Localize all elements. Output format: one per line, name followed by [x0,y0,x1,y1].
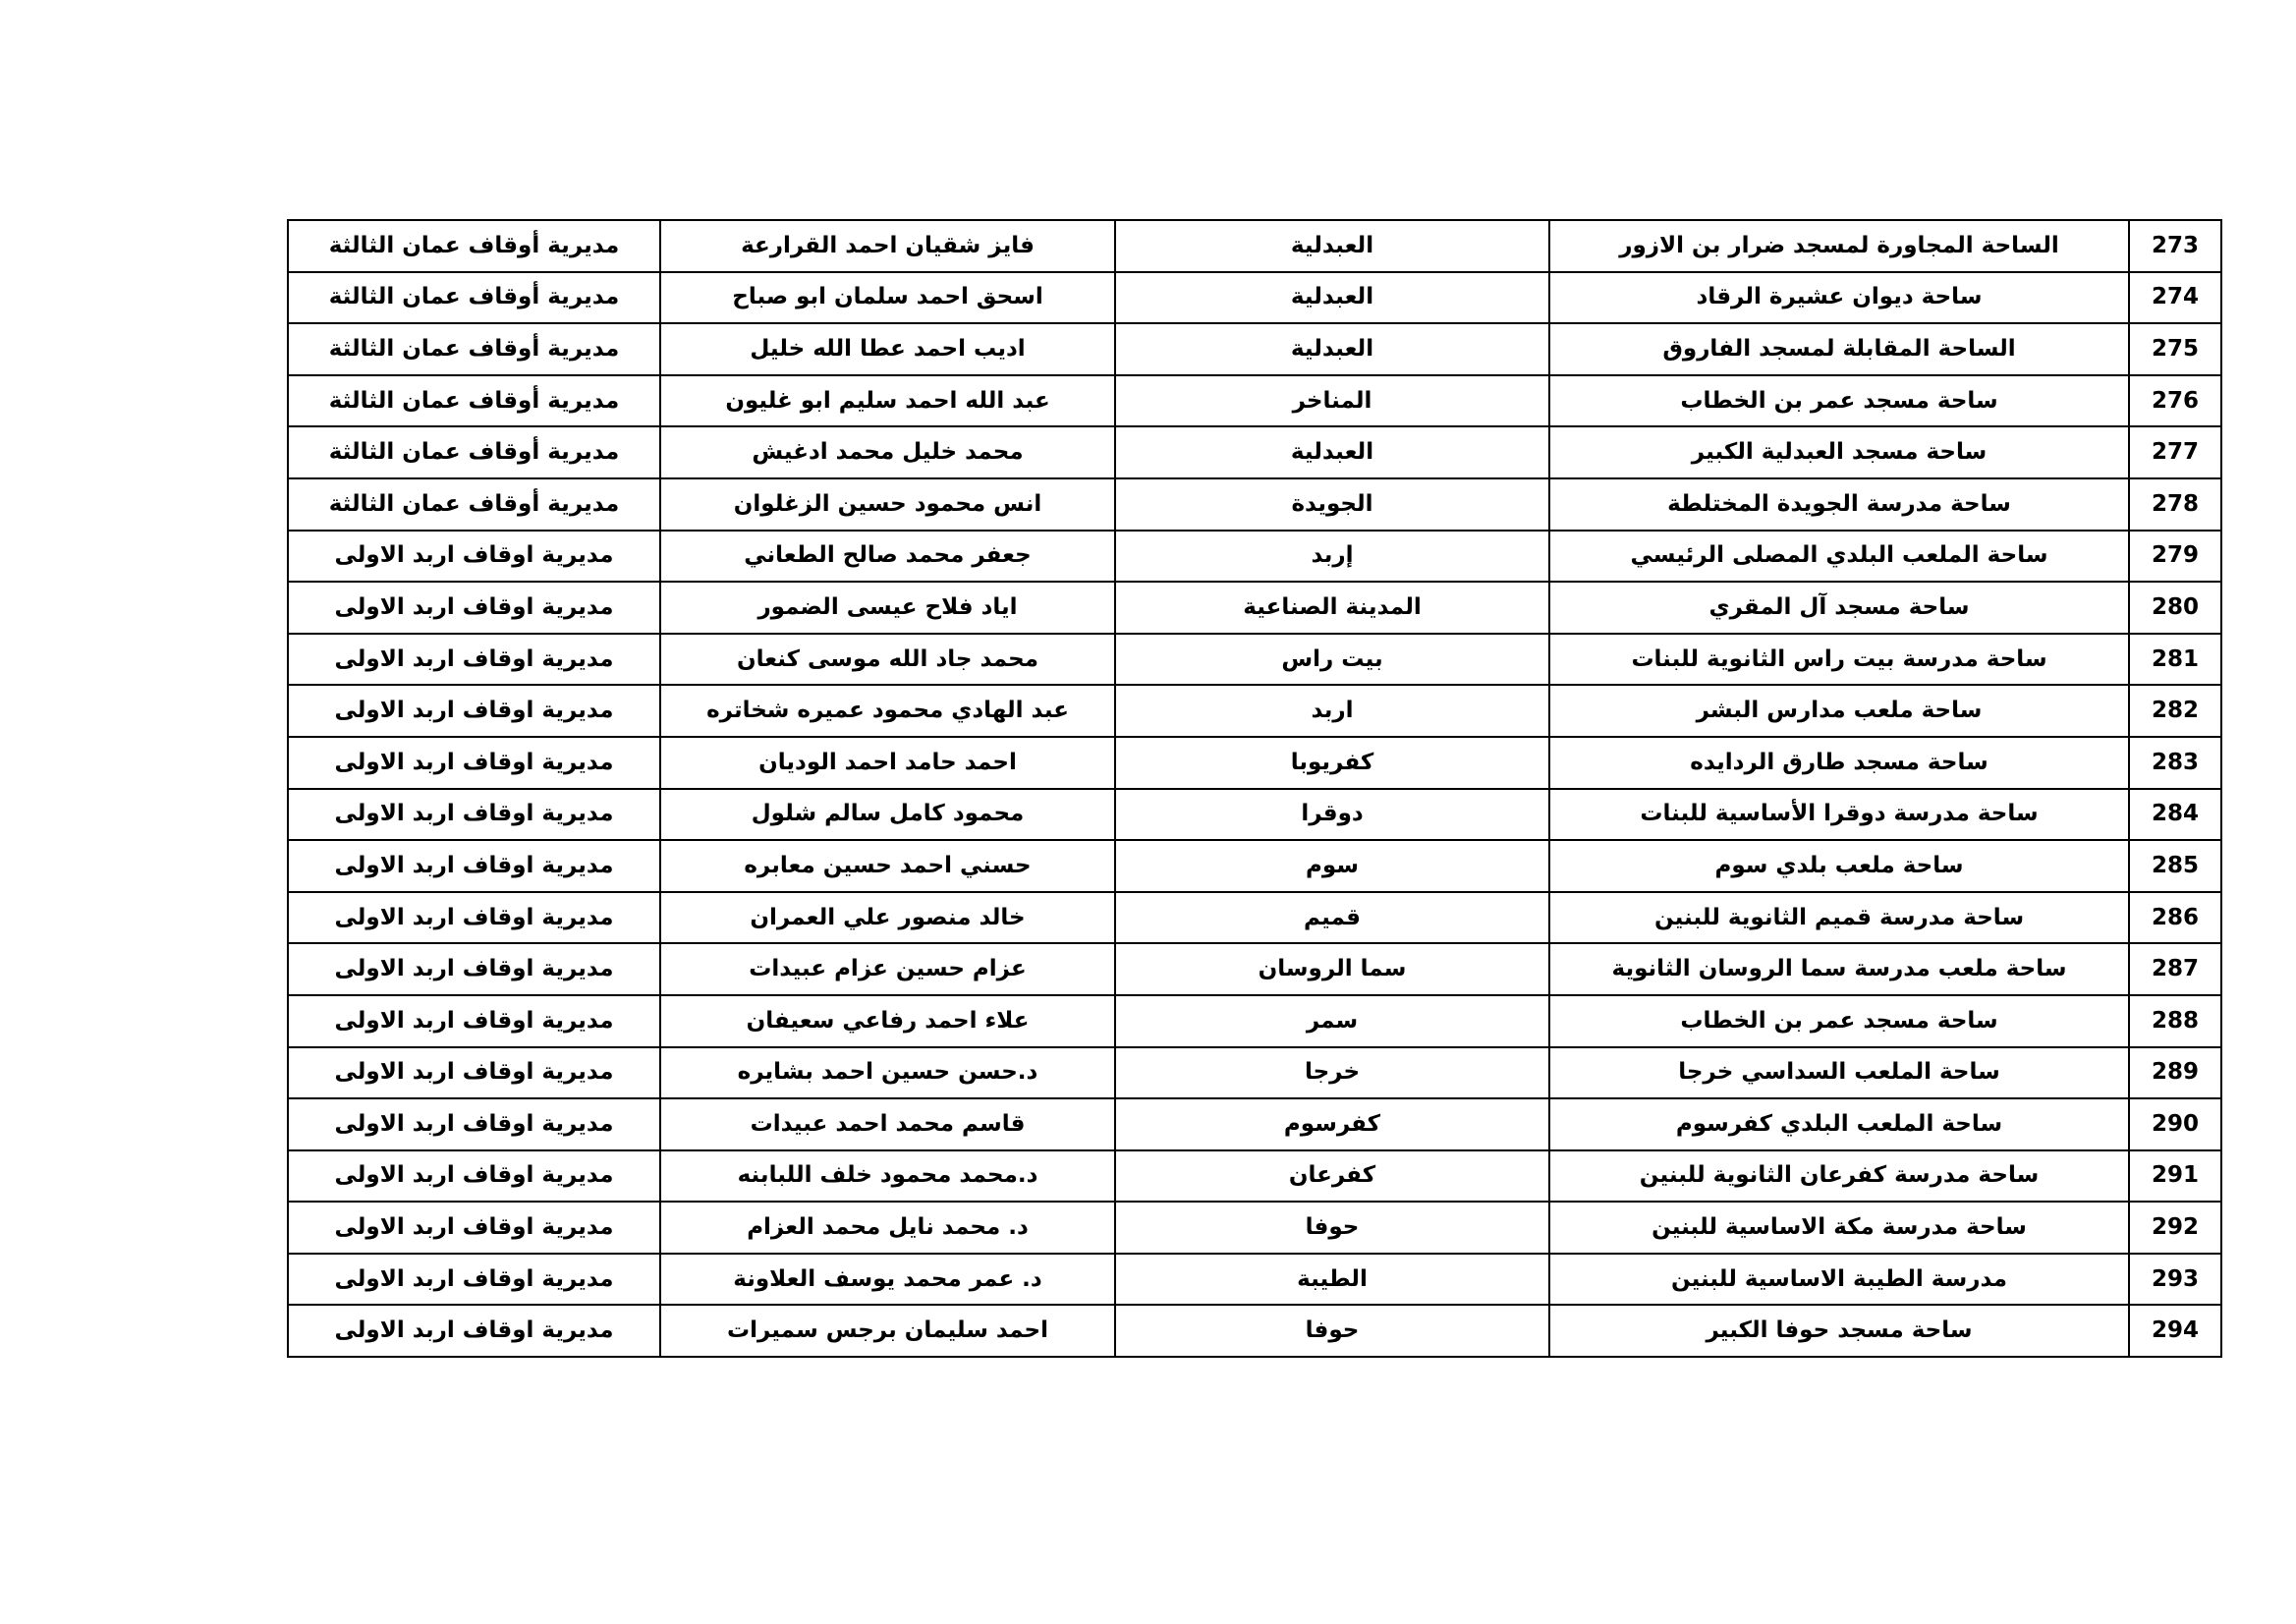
name-cell: انس محمود حسين الزغلوان [660,478,1115,531]
name-cell: علاء احمد رفاعي سعيفان [660,995,1115,1047]
place-cell: ساحة مدرسة مكة الاساسية للبنين [1549,1202,2129,1254]
number-cell: 287 [2129,943,2221,995]
table-row [288,685,2221,737]
directorate-cell: مديرية اوقاف اربد الاولى [288,1254,660,1306]
place-cell: ساحة ديوان عشيرة الرقاد [1549,272,2129,324]
area-cell: دوقرا [1115,789,1549,841]
directorate-cell: مديرية اوقاف اربد الاولى [288,531,660,583]
number-cell: 291 [2129,1150,2221,1203]
directorate-cell: مديرية أوقاف عمان الثالثة [288,323,660,375]
number-cell: 293 [2129,1254,2221,1306]
area-cell: الجويدة [1115,478,1549,531]
area-cell: قميم [1115,892,1549,944]
directorate-cell: مديرية أوقاف عمان الثالثة [288,426,660,478]
table-row [288,737,2221,789]
area-cell: سمر [1115,995,1549,1047]
area-cell: حوفا [1115,1202,1549,1254]
place-cell: ساحة ملعب مدارس البشر [1549,685,2129,737]
place-cell: ساحة مدرسة الجويدة المختلطة [1549,478,2129,531]
number-cell: 275 [2129,323,2221,375]
name-cell: اياد فلاح عيسى الضمور [660,582,1115,634]
area-cell: كفرعان [1115,1150,1549,1203]
place-cell: ساحة مدرسة دوقرا الأساسية للبنات [1549,789,2129,841]
area-cell: سما الروسان [1115,943,1549,995]
area-cell: العبدلية [1115,426,1549,478]
number-cell: 292 [2129,1202,2221,1254]
place-cell: ساحة مدرسة بيت راس الثانوية للبنات [1549,634,2129,686]
name-cell: محمود كامل سالم شلول [660,789,1115,841]
area-cell: حوفا [1115,1305,1549,1357]
area-cell: خرجا [1115,1047,1549,1099]
number-cell: 294 [2129,1305,2221,1357]
area-cell: إربد [1115,531,1549,583]
name-cell: قاسم محمد احمد عبيدات [660,1098,1115,1150]
place-cell: الساحة المجاورة لمسجد ضرار بن الازور [1549,220,2129,272]
area-cell: المدينة الصناعية [1115,582,1549,634]
number-cell: 285 [2129,840,2221,892]
name-cell: جعفر محمد صالح الطعاني [660,531,1115,583]
name-cell: عبد الله احمد سليم ابو غليون [660,375,1115,427]
place-cell: ساحة مسجد طارق الردايده [1549,737,2129,789]
area-cell: كفريوبا [1115,737,1549,789]
directorate-cell: مديرية اوقاف اربد الاولى [288,685,660,737]
table-body [288,220,2221,1357]
place-cell: ساحة مسجد حوفا الكبير [1549,1305,2129,1357]
number-cell: 284 [2129,789,2221,841]
area-cell: العبدلية [1115,220,1549,272]
table-row [288,531,2221,583]
directorate-cell: مديرية اوقاف اربد الاولى [288,737,660,789]
directorate-cell: مديرية اوقاف اربد الاولى [288,1047,660,1099]
number-cell: 288 [2129,995,2221,1047]
area-cell: اربد [1115,685,1549,737]
area-cell: كفرسوم [1115,1098,1549,1150]
name-cell: د.حسن حسين احمد بشايره [660,1047,1115,1099]
area-cell: العبدلية [1115,272,1549,324]
table-row [288,943,2221,995]
place-cell: ساحة الملعب البلدي المصلى الرئيسي [1549,531,2129,583]
table-row [288,634,2221,686]
place-cell: ساحة الملعب السداسي خرجا [1549,1047,2129,1099]
area-cell: سوم [1115,840,1549,892]
name-cell: حسني احمد حسين معابره [660,840,1115,892]
place-cell: الساحة المقابلة لمسجد الفاروق [1549,323,2129,375]
place-cell: ساحة الملعب البلدي كفرسوم [1549,1098,2129,1150]
place-cell: مدرسة الطيبة الاساسية للبنين [1549,1254,2129,1306]
directorate-cell: مديرية اوقاف اربد الاولى [288,943,660,995]
table-row [288,272,2221,324]
place-cell: ساحة مسجد العبدلية الكبير [1549,426,2129,478]
area-cell: المناخر [1115,375,1549,427]
table-row [288,1202,2221,1254]
number-cell: 283 [2129,737,2221,789]
number-cell: 278 [2129,478,2221,531]
directorate-cell: مديرية أوقاف عمان الثالثة [288,220,660,272]
number-cell: 276 [2129,375,2221,427]
table-row [288,323,2221,375]
name-cell: فايز شقيان احمد القرارعة [660,220,1115,272]
place-cell: ساحة ملعب بلدي سوم [1549,840,2129,892]
table-row [288,478,2221,531]
number-cell: 289 [2129,1047,2221,1099]
directorate-cell: مديرية أوقاف عمان الثالثة [288,272,660,324]
number-cell: 279 [2129,531,2221,583]
prayer-venues-table [287,219,2222,1358]
number-cell: 277 [2129,426,2221,478]
number-cell: 273 [2129,220,2221,272]
table-row [288,1047,2221,1099]
area-cell: بيت راس [1115,634,1549,686]
number-cell: 280 [2129,582,2221,634]
directorate-cell: مديرية أوقاف عمان الثالثة [288,375,660,427]
table-row [288,892,2221,944]
directorate-cell: مديرية اوقاف اربد الاولى [288,995,660,1047]
place-cell: ساحة ملعب مدرسة سما الروسان الثانوية [1549,943,2129,995]
table-row [288,1150,2221,1203]
place-cell: ساحة مسجد آل المقري [1549,582,2129,634]
directorate-cell: مديرية اوقاف اربد الاولى [288,634,660,686]
name-cell: اسحق احمد سلمان ابو صباح [660,272,1115,324]
name-cell: عزام حسين عزام عبيدات [660,943,1115,995]
name-cell: محمد جاد الله موسى كنعان [660,634,1115,686]
directorate-cell: مديرية اوقاف اربد الاولى [288,1098,660,1150]
directorate-cell: مديرية اوقاف اربد الاولى [288,1150,660,1203]
directorate-cell: مديرية اوقاف اربد الاولى [288,1305,660,1357]
table-row [288,1254,2221,1306]
name-cell: محمد خليل محمد ادغيش [660,426,1115,478]
directorate-cell: مديرية اوقاف اربد الاولى [288,789,660,841]
directorate-cell: مديرية أوقاف عمان الثالثة [288,478,660,531]
name-cell: اديب احمد عطا الله خليل [660,323,1115,375]
area-cell: الطيبة [1115,1254,1549,1306]
name-cell: احمد حامد احمد الوديان [660,737,1115,789]
name-cell: احمد سليمان برجس سميرات [660,1305,1115,1357]
place-cell: ساحة مسجد عمر بن الخطاب [1549,995,2129,1047]
table-row [288,1098,2221,1150]
name-cell: خالد منصور علي العمران [660,892,1115,944]
number-cell: 290 [2129,1098,2221,1150]
number-cell: 282 [2129,685,2221,737]
table-row [288,995,2221,1047]
place-cell: ساحة مسجد عمر بن الخطاب [1549,375,2129,427]
name-cell: د. عمر محمد يوسف العلاونة [660,1254,1115,1306]
table-row [288,840,2221,892]
number-cell: 281 [2129,634,2221,686]
table-row [288,1305,2221,1357]
name-cell: عبد الهادي محمود عميره شخاتره [660,685,1115,737]
place-cell: ساحة مدرسة كفرعان الثانوية للبنين [1549,1150,2129,1203]
directorate-cell: مديرية اوقاف اربد الاولى [288,840,660,892]
table-row [288,789,2221,841]
name-cell: د. محمد نايل محمد العزام [660,1202,1115,1254]
table-row [288,220,2221,272]
table-row [288,375,2221,427]
table-row [288,426,2221,478]
directorate-cell: مديرية اوقاف اربد الاولى [288,1202,660,1254]
table-row [288,582,2221,634]
name-cell: د.محمد محمود خلف اللبابنه [660,1150,1115,1203]
number-cell: 274 [2129,272,2221,324]
number-cell: 286 [2129,892,2221,944]
place-cell: ساحة مدرسة قميم الثانوية للبنين [1549,892,2129,944]
directorate-cell: مديرية اوقاف اربد الاولى [288,582,660,634]
area-cell: العبدلية [1115,323,1549,375]
directorate-cell: مديرية اوقاف اربد الاولى [288,892,660,944]
